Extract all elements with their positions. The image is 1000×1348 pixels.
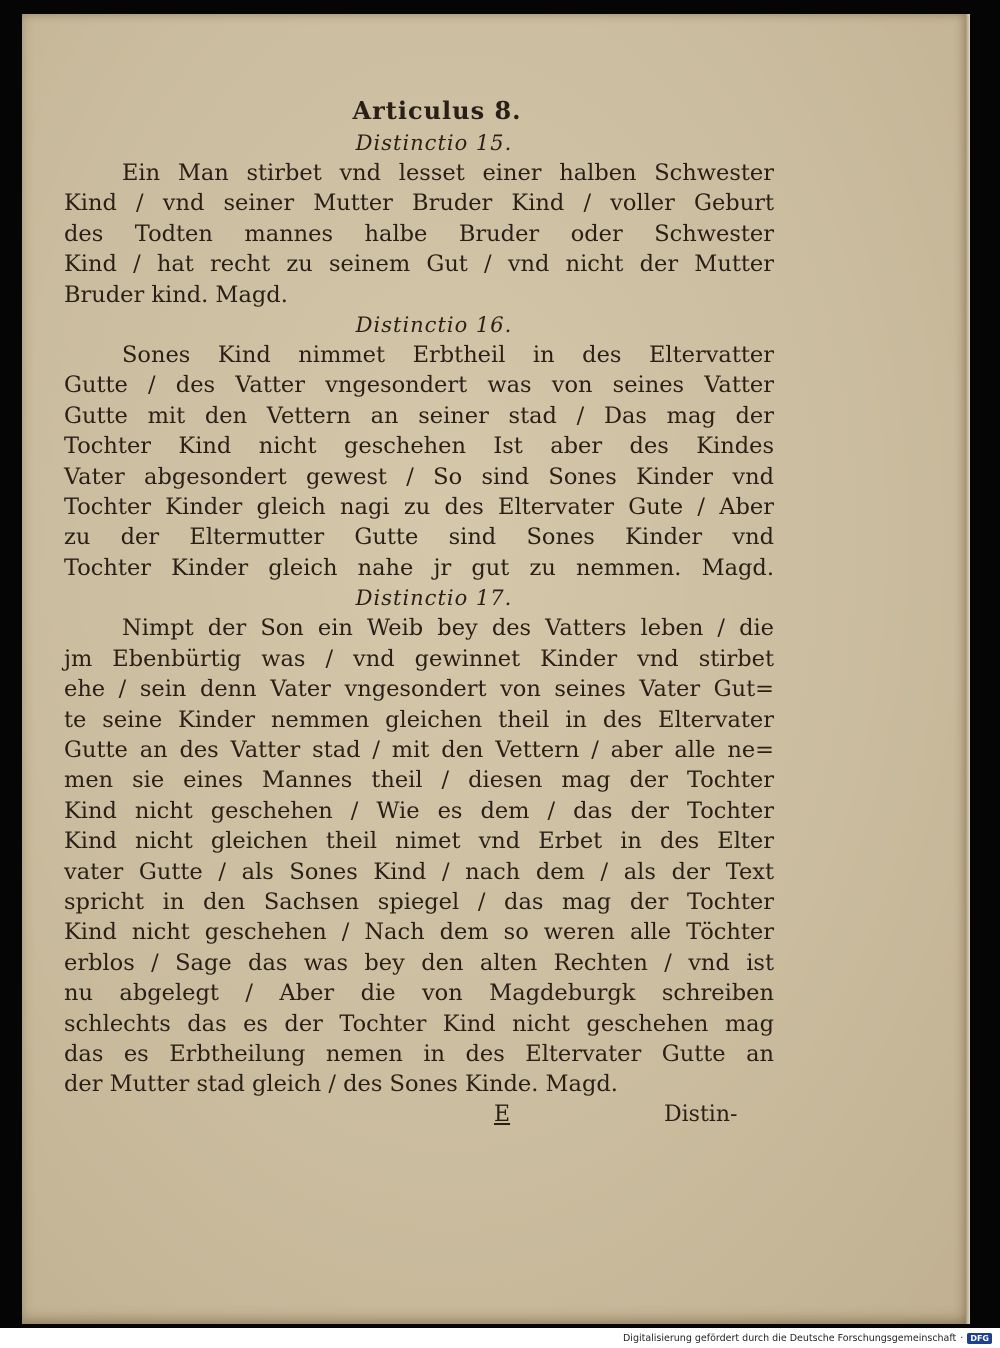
text-line: Tochter Kind nicht geschehen Ist aber des Kindes: [64, 433, 774, 460]
book-page: [22, 14, 970, 1324]
text-line: Sones Kind nimmet Erbtheil in des Eltervatter: [122, 342, 774, 369]
dfg-logo-icon: DFG: [967, 1333, 992, 1344]
text-line: Kind nicht geschehen / Nach dem so weren alle Töchter: [64, 919, 774, 946]
text-line: Gutte mit den Vettern an seiner stad / Das mag der: [64, 402, 774, 429]
paragraph: [64, 340, 774, 583]
text-line: vater Gutte / als Sones Kind / nach dem / als der Text: [64, 858, 774, 885]
catchword: Distin-: [664, 1101, 738, 1127]
text-line: Kind / vnd seiner Mutter Bruder Kind / voller Geburt: [64, 190, 774, 217]
page-footer: [64, 1100, 774, 1130]
text-line: Tochter Kinder gleich nagi zu des Eltervater Gute / Aber: [64, 494, 774, 521]
text-line: spricht in den Sachsen spiegel / das mag der Tochter: [64, 888, 774, 915]
text-line: Tochter Kinder gleich nahe jr gut zu nemmen. Magd.: [64, 554, 774, 581]
text-line: Bruder kind. Magd.: [64, 281, 288, 308]
text-line: zu der Eltermutter Gutte sind Sones Kinder vnd: [64, 524, 774, 551]
section-heading: Distinctio 15.: [355, 131, 513, 155]
page-edge: [966, 14, 970, 1324]
text-line: Kind nicht gleichen theil nimet vnd Erbet in des Elter: [64, 828, 774, 855]
text-line: Kind nicht geschehen / Wie es dem / das der Tochter: [64, 797, 774, 824]
text-line: das es Erbtheilung nemen in des Eltervater Gutte an: [64, 1040, 774, 1067]
section-heading: Distinctio 16.: [355, 313, 513, 338]
text-line: erblos / Sage das was bey den alten Rechten / vnd ist: [64, 949, 774, 976]
credit-text: Digitalisierung gefördert durch die Deutsche Forschungsgemeinschaft: [622, 1333, 957, 1344]
text-line: Nimpt der Son ein Weib bey des Vatters leben / die: [122, 615, 774, 642]
text-line: des Todten mannes halbe Bruder oder Schwester: [64, 220, 774, 247]
page-text: [64, 94, 774, 1130]
separator: ·: [960, 1333, 964, 1344]
text-line: Kind / hat recht zu seinem Gut / vnd nicht der Mutter: [64, 251, 774, 278]
signature-mark: E: [494, 1101, 511, 1127]
text-line: ehe / sein denn Vater vngesondert von seines Vater Gut=: [64, 676, 774, 703]
digitization-credit: [623, 1333, 992, 1344]
paragraph: [64, 158, 774, 310]
text-line: men sie eines Mannes theil / diesen mag der Tochter: [64, 767, 774, 794]
text-line: Ein Man stirbet vnd lesset einer halben Schwester: [122, 160, 774, 186]
section-distinctio-15: [64, 128, 774, 310]
text-line: der Mutter stad gleich / des Sones Kinde. Magd.: [64, 1071, 618, 1098]
paragraph: [64, 613, 774, 1100]
section-distinctio-17: [64, 583, 774, 1100]
text-line: Gutte / des Vatter vngesondert was von seines Vatter: [64, 372, 774, 399]
text-line: jm Ebenbürtig was / vnd gewinnet Kinder vnd stirbet: [64, 645, 774, 672]
running-header: Articulus 8.: [352, 96, 522, 125]
text-line: schlechts das es der Tochter Kind nicht geschehen mag: [64, 1010, 774, 1037]
text-line: te seine Kinder nemmen gleichen theil in des Eltervater: [64, 706, 774, 733]
text-line: Gutte an des Vatter stad / mit den Vettern / aber alle ne=: [64, 736, 774, 763]
section-distinctio-16: [64, 310, 774, 583]
section-heading: Distinctio 17.: [355, 586, 513, 611]
text-line: nu abgelegt / Aber die von Magdeburgk schreiben: [64, 980, 774, 1007]
text-line: Vater abgesondert gewest / So sind Sones Kinder vnd: [64, 463, 774, 490]
